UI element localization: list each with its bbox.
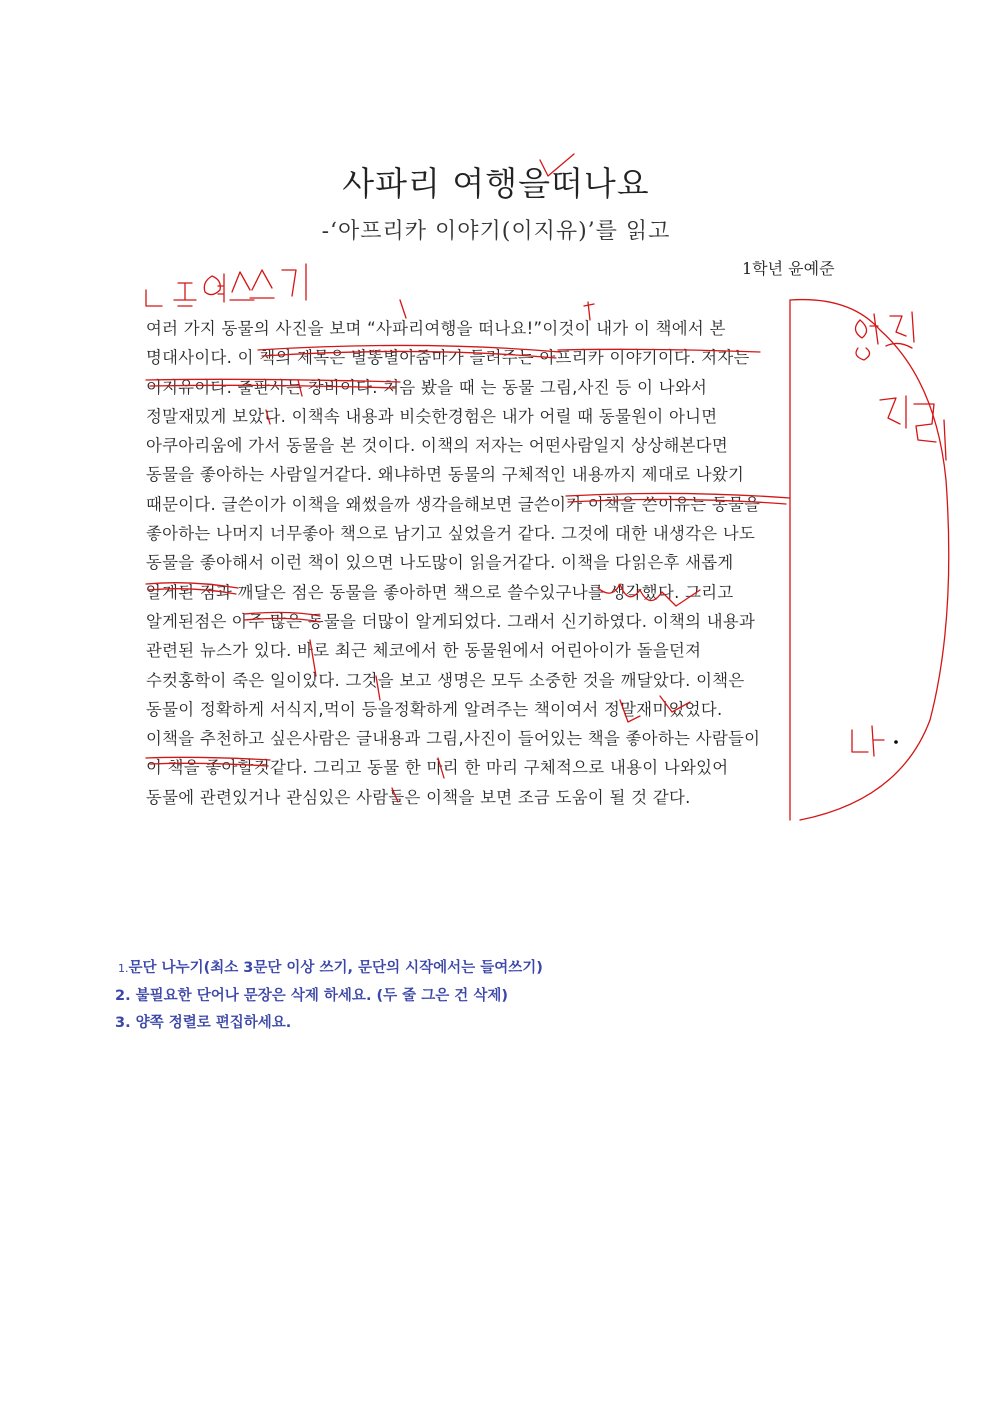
author-line: 1학년 윤예준 — [742, 259, 835, 278]
body-line: 이지유이다. 출판사는 창비이다. 처음 봤을 때 는 동물 그림,사진 등 이 나와서 — [146, 377, 708, 397]
instruction-1-text: 문단 나누기(최소 3문단 이상 쓰기, 문단의 시작에서는 들여쓰기) — [128, 960, 543, 976]
body-line: 아쿠아리움에 가서 동물을 본 것이다. 이책의 저자는 어떤사람일지 상상해본다면 — [146, 436, 728, 456]
instruction-1-number: 1. — [118, 962, 129, 975]
body-line: 명대사이다. 이 책의 제목은 별똥별아줌마가 들려주는 아프리카 이야기이다. 저자는 — [146, 348, 750, 368]
essay-title: 사파리 여행을떠나요 — [342, 164, 650, 203]
body-line: 여러 가지 동물의 사진을 보며 “사파리여행을 떠나요!”이것이 내가 이 책에서 본 — [146, 319, 726, 338]
body-line: 때문이다. 글쓴이가 이책을 왜썼을까 생각을해보면 글쓴이가 이책을 쓴이유는 동물을 — [146, 494, 761, 514]
instruction-3: 3. 양쪽 정렬로 편집하세요. — [115, 1015, 292, 1031]
body-line: 동물이 정확하게 서식지,먹이 등을정확하게 알려주는 책이여서 정말재미있었다. — [146, 699, 723, 719]
body-line: 관련된 뉴스가 있다. 바로 최근 체코에서 한 동물원에서 어린아이가 돌을던져 — [146, 641, 702, 661]
body-line: 이 책을 좋아할것같다. 그리고 동물 한 마리 한 마리 구체적으로 내용이 나와있어 — [146, 758, 729, 778]
body-line: 알게된점은 아주 많은 동물을 더많이 알게되었다. 그래서 신기하였다. 이책의 내용과 — [146, 611, 756, 631]
instruction-1 — [118, 956, 543, 977]
handwritten-indent-note — [146, 264, 306, 306]
handwritten-da-note — [852, 726, 898, 756]
body-line: 수컷홍학이 죽은 일이있다. 그것을 보고 생명은 모두 소중한 것을 깨달았다. 이책은 — [146, 670, 745, 690]
essay-subtitle: -‘아프리카 이야기(이지유)’를 읽고 — [321, 219, 671, 244]
body-line: 이책을 추천하고 싶은사람은 글내용과 그림,사진이 들어있는 책을 좋아하는 사람들이 — [146, 729, 761, 749]
essay-body — [146, 314, 836, 812]
body-line: 알게된 점과 깨달은 점은 동물을 좋아하면 책으로 쓸수있구나를 생각했다. 그리고 — [146, 582, 734, 602]
body-line: 좋아하는 나머지 너무좋아 책으로 남기고 싶었을거 같다. 그것에 대한 내생각은 나도 — [146, 524, 756, 544]
body-line: 동물을 좋아해서 이런 책이 있으면 나도많이 읽을거같다. 이책을 다읽은후 새롭게 — [146, 553, 734, 573]
body-line: 동물에 관련있거나 관심있은 사람들은 이책을 보면 조금 도움이 될 것 같다. — [146, 787, 691, 807]
handwritten-justify-note — [855, 312, 946, 460]
instruction-2: 2. 불필요한 단어나 문장은 삭제 하세요. (두 줄 그은 건 삭제) — [115, 988, 508, 1004]
body-line: 정말재밌게 보았다. 이책속 내용과 비슷한경험은 내가 어릴 때 동물원이 아니면 — [146, 406, 718, 426]
body-line: 동물을 좋아하는 사람일거같다. 왜냐하면 동물의 구체적인 내용까지 제대로 나왔기 — [146, 465, 745, 485]
